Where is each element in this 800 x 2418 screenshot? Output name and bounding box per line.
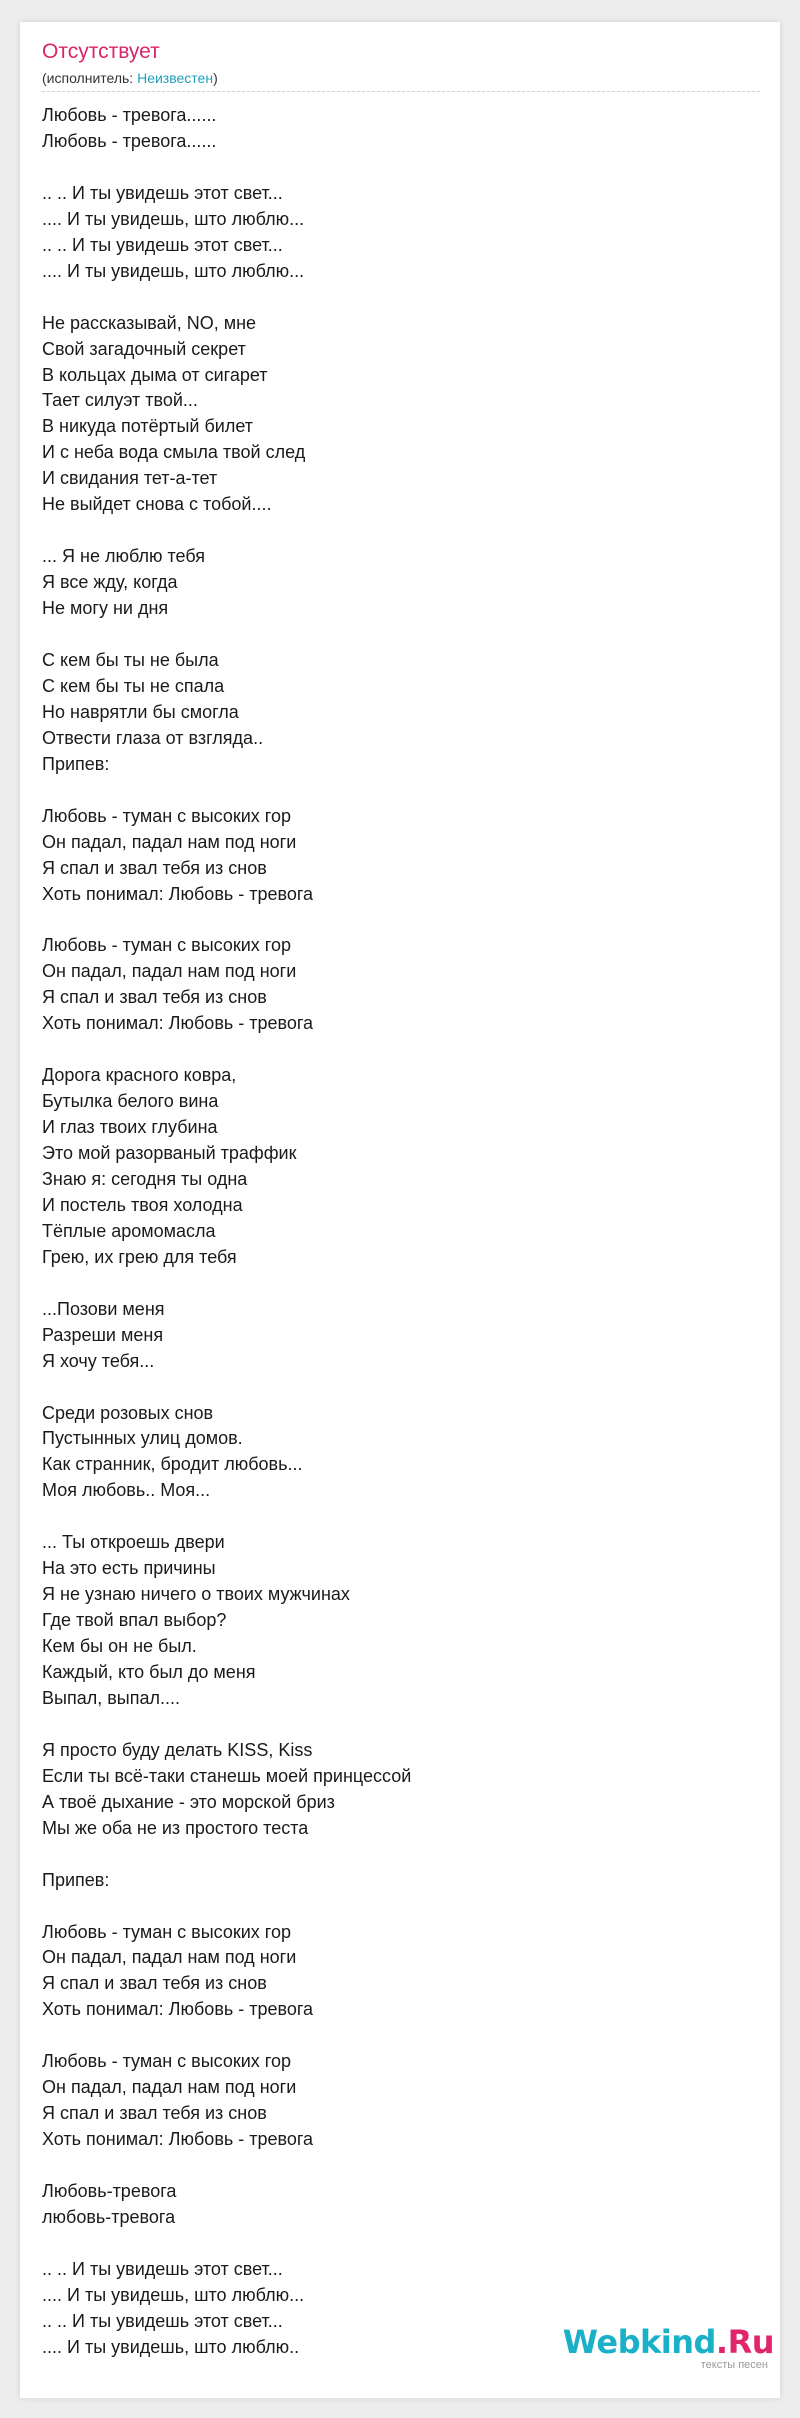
lyrics-line: А твоё дыхание - это морской бриз — [42, 1791, 335, 1812]
lyrics-stanza — [42, 544, 742, 622]
lyrics-line: Я не узнаю ничего о твоих мужчинах — [42, 1584, 350, 1605]
lyrics-line: В никуда потёртый билет — [42, 416, 253, 437]
lyrics-line: Не рассказывай, NO, мне — [42, 312, 257, 333]
lyrics-stanza — [42, 1738, 742, 1842]
lyrics-line: Я спал и звал тебя из снов — [42, 1973, 267, 1994]
lyrics-line: На это есть причины — [42, 1558, 216, 1579]
lyrics-line: Он падал, падал нам под ноги — [42, 2077, 297, 2098]
lyrics-line: Любовь - туман с высоких гор — [42, 805, 291, 826]
lyrics-line: Любовь - туман с высоких гор — [42, 2051, 291, 2072]
lyrics-line: Он падал, падал нам под ноги — [42, 961, 297, 982]
lyrics-line: Он падал, падал нам под ноги — [42, 1947, 297, 1968]
lyrics-stanza — [42, 1868, 742, 1894]
lyrics-line: Хоть понимал: Любовь - тревога — [42, 1013, 314, 1034]
lyrics-line: И глаз твоих глубина — [42, 1117, 218, 1138]
lyrics-stanza — [42, 1530, 742, 1712]
lyrics-line: .... И ты увидешь, што люблю... — [42, 208, 305, 229]
lyrics-line: .. .. И ты увидешь этот свет... — [42, 182, 283, 203]
artist-prefix: (исполнитель: — [42, 70, 138, 86]
lyrics-line: Тает силуэт твой... — [42, 390, 198, 411]
lyrics-line: Бутылка белого вина — [42, 1091, 219, 1112]
lyrics-line: Свой загадочный секрет — [42, 338, 246, 359]
lyrics-line: Я спал и звал тебя из снов — [42, 2103, 267, 2124]
lyrics-stanza — [42, 1401, 742, 1505]
lyrics-line: любовь-тревога — [42, 2206, 176, 2227]
lyrics-line: И свидания тет-а-тет — [42, 468, 218, 489]
lyrics-stanza — [42, 804, 742, 908]
lyrics-line: Но наврятли бы смогла — [42, 701, 239, 722]
lyrics-line: Я спал и звал тебя из снов — [42, 987, 267, 1008]
logo-tagline: тексты песен — [700, 2359, 768, 2371]
lyrics-line: Кем бы он не был. — [42, 1636, 197, 1657]
lyrics-line: Хоть понимал: Любовь - тревога — [42, 883, 314, 904]
lyrics-line: Я хочу тебя... — [42, 1350, 155, 1371]
lyrics-line: Я спал и звал тебя из снов — [42, 857, 267, 878]
lyrics-line: В кольцах дыма от сигарет — [42, 364, 268, 385]
lyrics-line: Не могу ни дня — [42, 598, 169, 619]
lyrics-line: Пустынных улиц домов. — [42, 1428, 243, 1449]
lyrics-stanza — [42, 1920, 742, 2024]
lyrics-line: Знаю я: сегодня ты одна — [42, 1168, 248, 1189]
logo-main-text: Webkind — [562, 2323, 716, 2361]
lyrics-line: Среди розовых снов — [42, 1402, 214, 1423]
lyrics-line: Любовь-тревога — [42, 2181, 177, 2202]
lyrics-stanza — [42, 181, 742, 285]
lyrics-line: Отвести глаза от взгляда.. — [42, 727, 264, 748]
lyrics-line: ... Ты откроешь двери — [42, 1532, 225, 1553]
lyrics-line: Припев: — [42, 753, 110, 774]
site-logo[interactable] — [562, 2323, 774, 2371]
lyrics-line: Это мой разорваный траффик — [42, 1143, 297, 1164]
lyrics-line: Выпал, выпал.... — [42, 1687, 180, 1708]
lyrics-line: Каждый, кто был до меня — [42, 1662, 256, 1683]
lyrics-line: С кем бы ты не была — [42, 649, 219, 670]
lyrics-line: Любовь - туман с высоких гор — [42, 1921, 291, 1942]
lyrics-line: .... И ты увидешь, што люблю.. — [42, 2336, 300, 2357]
lyrics-line: ... Я не люблю тебя — [42, 546, 205, 567]
lyrics-body — [42, 103, 742, 2387]
logo-tld: .Ru — [715, 2323, 774, 2361]
divider — [42, 91, 760, 92]
lyrics-line: .... И ты увидешь, што люблю... — [42, 2284, 305, 2305]
lyrics-stanza — [42, 2179, 742, 2231]
lyrics-line: .. .. И ты увидешь этот свет... — [42, 2310, 283, 2331]
lyrics-line: .. .. И ты увидешь этот свет... — [42, 234, 283, 255]
lyrics-line: И с неба вода смыла твой след — [42, 442, 306, 463]
lyrics-line: Дорога красного ковра, — [42, 1065, 237, 1086]
lyrics-line: Я все жду, когда — [42, 572, 178, 593]
lyrics-line: Хоть понимал: Любовь - тревога — [42, 2129, 314, 2150]
lyrics-line: Как странник, бродит любовь... — [42, 1454, 303, 1475]
lyrics-line: .. .. И ты увидешь этот свет... — [42, 2258, 283, 2279]
lyrics-line: Разреши меня — [42, 1324, 164, 1345]
lyrics-line: И постель твоя холодна — [42, 1194, 243, 1215]
song-title: Отсутствует — [42, 40, 160, 63]
lyrics-line: Не выйдет снова с тобой.... — [42, 494, 272, 515]
lyrics-line: ...Позови меня — [42, 1298, 165, 1319]
artist-suffix: ) — [213, 70, 218, 86]
lyrics-stanza — [42, 2049, 742, 2153]
artist-line — [42, 70, 218, 86]
lyrics-line: Любовь - тревога...... — [42, 130, 217, 151]
lyrics-line: Любовь - тревога...... — [42, 105, 217, 125]
lyrics-line: Мы же оба не из простого теста — [42, 1817, 309, 1838]
lyrics-stanza — [42, 1063, 742, 1271]
lyrics-line: Припев: — [42, 1869, 110, 1890]
lyrics-line: Хоть понимал: Любовь - тревога — [42, 1999, 314, 2020]
lyrics-line: Любовь - туман с высоких гор — [42, 935, 291, 956]
lyrics-stanza — [42, 1297, 742, 1375]
artist-link[interactable]: Неизвестен — [137, 70, 214, 86]
lyrics-line: .... И ты увидешь, што люблю... — [42, 260, 305, 281]
lyrics-line: Где твой впал выбор? — [42, 1610, 227, 1631]
lyrics-line: Он падал, падал нам под ноги — [42, 831, 297, 852]
lyrics-stanza — [42, 311, 742, 519]
lyrics-line: Тёплые аромомасла — [42, 1220, 216, 1241]
lyrics-card — [20, 22, 780, 2398]
lyrics-stanza — [42, 648, 742, 778]
lyrics-stanza — [42, 103, 742, 155]
lyrics-line: Если ты всё-таки станешь моей принцессой — [42, 1765, 412, 1786]
lyrics-line: Грею, их грею для тебя — [42, 1246, 237, 1267]
lyrics-line: С кем бы ты не спала — [42, 675, 225, 696]
lyrics-line: Моя любовь.. Моя... — [42, 1480, 211, 1501]
lyrics-stanza — [42, 933, 742, 1037]
lyrics-line: Я просто буду делать KISS, Kiss — [42, 1739, 313, 1760]
logo-wordmark — [562, 2323, 774, 2361]
